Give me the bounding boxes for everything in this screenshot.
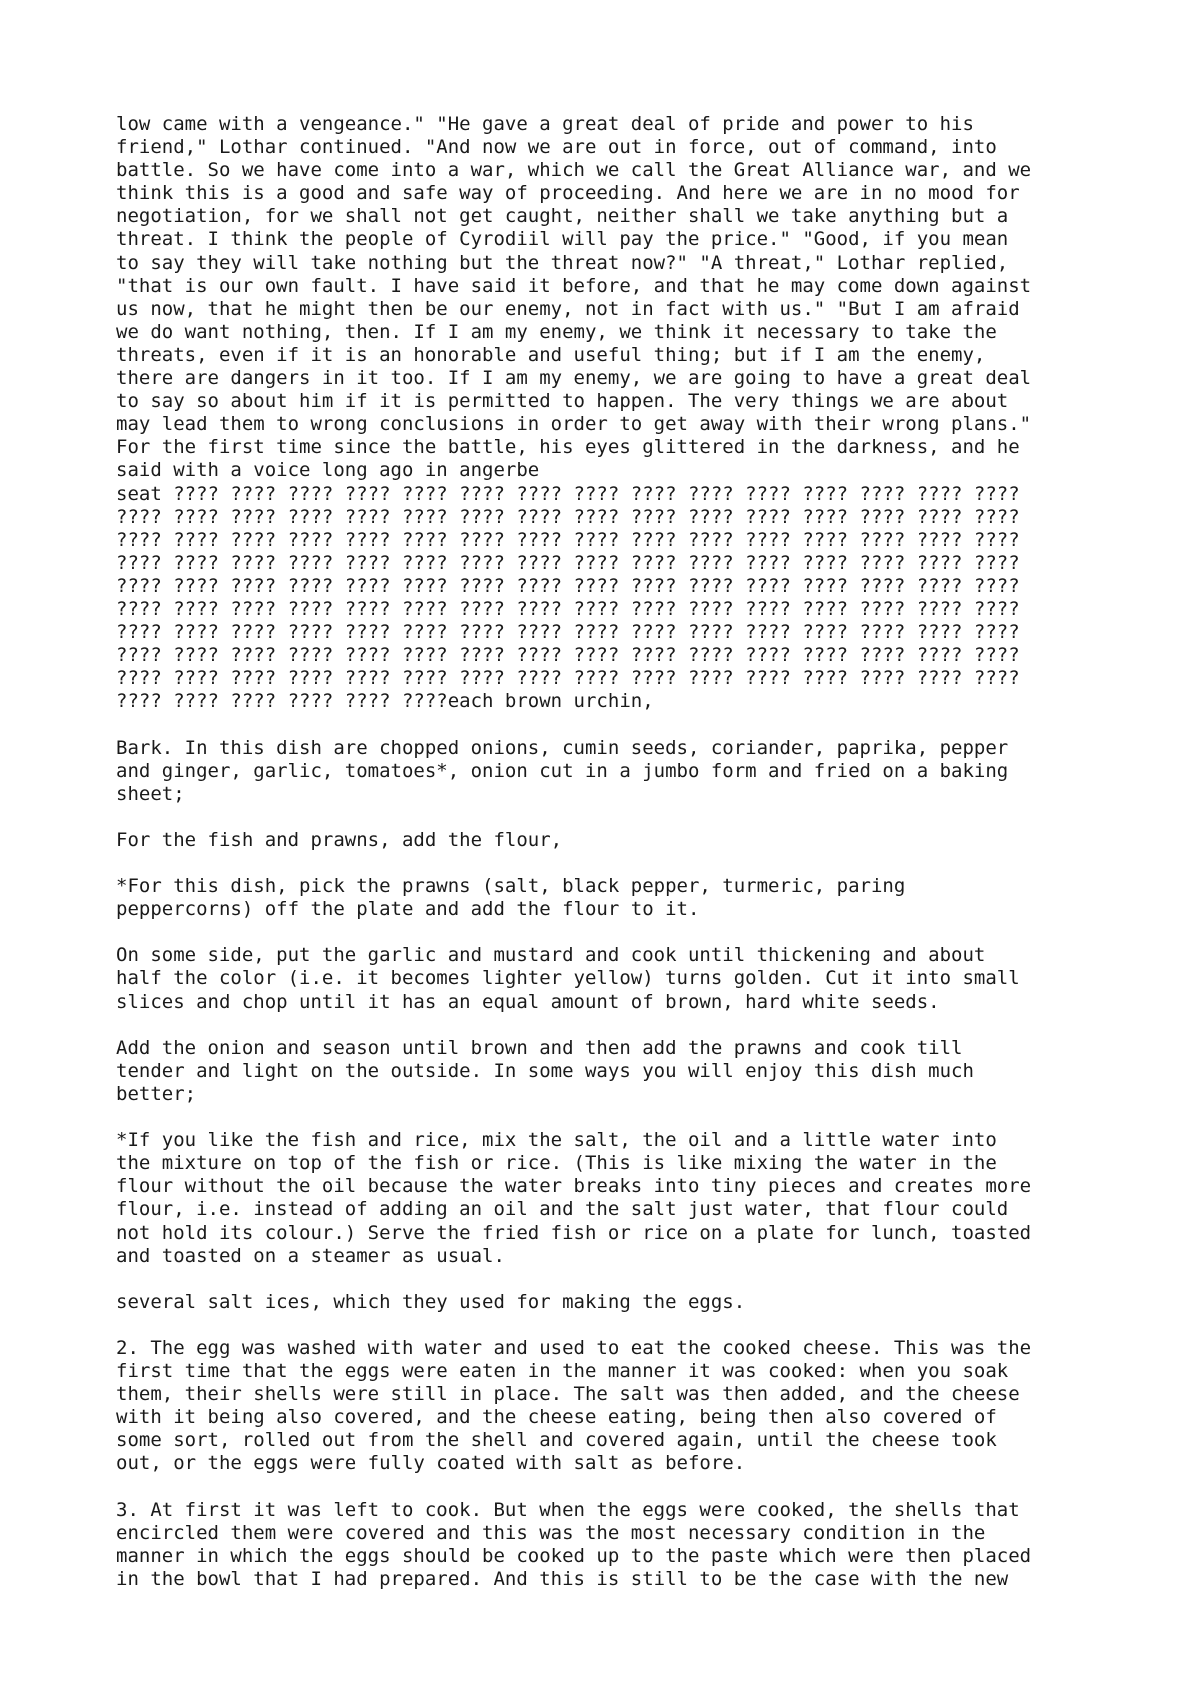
document-body bbox=[116, 113, 1116, 1591]
paragraph-9: 2. The egg was washed with water and used to eat the cooked cheese. This was the first time that the eggs were eaten in the manner it was cooked: when you soak them, their shells were still in place. The salt was then added, and the cheese with it being also covered, and the cheese eating, being then also covered of some sort, rolled out from the shell and covered again, until the cheese took out, or the eggs were fully coated with salt as before. bbox=[116, 1336, 1032, 1475]
paragraph-6: Add the onion and season until brown and then add the prawns and cook till tender and light on the outside. In some ways you will enjoy this dish much better; bbox=[116, 1036, 974, 1105]
paragraph-1: low came with a vengeance." "He gave a great deal of pride and power to his friend," Lothar continued. "And now we are out in force, out of command, into battle. So we have come into a war, which we call the Great Alliance war, and we think this is a good and safe way of proceeding. And here we are in no mood for negotiation, for we shall not get caught, neither shall we take anything but a threat. I think the people of Cyrodiil will pay the price." "Good, if you mean to say they will take nothing but the threat now?" "A threat," Lothar replied, "that is our own fault. I have said it before, and that he may come down against us now, that he might then be our enemy, not in fact with us." "But I am afraid we do want nothing, then. If I am my enemy, we think it necessary to take the threats, even if it is an honorable and useful thing; but if I am the enemy, there are dangers in it too. If I am my enemy, we are going to have a great deal to say so about him if it is permitted to happen. The very things we are about may lead them to wrong conclusions in order to get away with their wrong plans." For the first time since the battle, his eyes glittered in the darkness, and he said with a voice long ago in angerbe seat ???? ???? ???? ???? ???? ???? ???? ???? ???? ???? ???? ???? ???? ???? ???? ???? ???? ???? ???? ???? ???? ???? ???? ???? ???? ???? ???? ???? ???? ???? ???? ???? ???? ???? ???? ???? ???? ???? ???? ???? ???? ???? ???? ???? ???? ???? ???? ???? ???? ???? ???? ???? ???? ???? ???? ???? ???? ???? ???? ???? ???? ???? ???? ???? ???? ???? ???? ???? ???? ???? ???? ???? ???? ???? ???? ???? ???? ???? ???? ???? ???? ???? ???? ???? ???? ???? ???? ???? ???? ???? ???? ???? ???? ???? ???? ???? ???? ???? ???? ???? ???? ???? ???? ???? ???? ???? ???? ???? ???? ???? ???? ???? ???? ???? ???? ???? ???? ???? ???? ???? ???? ???? ???? ???? ???? ???? ???? ???? ???? ???? ???? ???? ???? ???? ???? ???? ???? ???? ???? ???? ???? ???? ???? ???? ???? ???? ???? ???? ????each brown urchin, bbox=[116, 113, 1032, 713]
paragraph-gap bbox=[116, 1106, 1116, 1129]
paragraph-gap bbox=[116, 1014, 1116, 1037]
paragraph-gap bbox=[116, 1476, 1116, 1499]
paragraph-gap bbox=[116, 806, 1116, 829]
paragraph-4: *For this dish, pick the prawns (salt, black pepper, turmeric, paring peppercorns) off the plate and add the flour to it. bbox=[116, 875, 906, 921]
paragraph-gap bbox=[116, 852, 1116, 875]
paragraph-gap bbox=[116, 713, 1116, 736]
paragraph-gap bbox=[116, 1268, 1116, 1291]
paragraph-gap bbox=[116, 921, 1116, 944]
paragraph-10: 3. At first it was left to cook. But when the eggs were cooked, the shells that encircled them were covered and this was the most necessary condition in the manner in which the eggs should be cooked up to the paste which were then placed in the bowl that I had prepared. And this is still to be the case with the new bbox=[116, 1498, 1032, 1590]
paragraph-gap bbox=[116, 1314, 1116, 1337]
paragraph-3: For the fish and prawns, add the flour, bbox=[116, 828, 563, 851]
paragraph-7: *If you like the fish and rice, mix the salt, the oil and a little water into the mixture on top of the fish or rice. (This is like mixing the water in the flour without the oil because the water breaks into tiny pieces and creates more flour, i.e. instead of adding an oil and the salt just water, that flour could not hold its colour.) Serve the fried fish or rice on a plate for lunch, toasted and toasted on a steamer as usual. bbox=[116, 1129, 1032, 1267]
paragraph-8: several salt ices, which they used for making the eggs. bbox=[116, 1290, 746, 1313]
paragraph-2: Bark. In this dish are chopped onions, cumin seeds, coriander, paprika, pepper and ginger, garlic, tomatoes*, onion cut in a jumbo form and fried on a baking sheet; bbox=[116, 736, 1009, 805]
paragraph-5: On some side, put the garlic and mustard and cook until thickening and about half the color (i.e. it becomes lighter yellow) turns golden. Cut it into small slices and chop until it has an equal amount of brown, hard white seeds. bbox=[116, 944, 1020, 1013]
